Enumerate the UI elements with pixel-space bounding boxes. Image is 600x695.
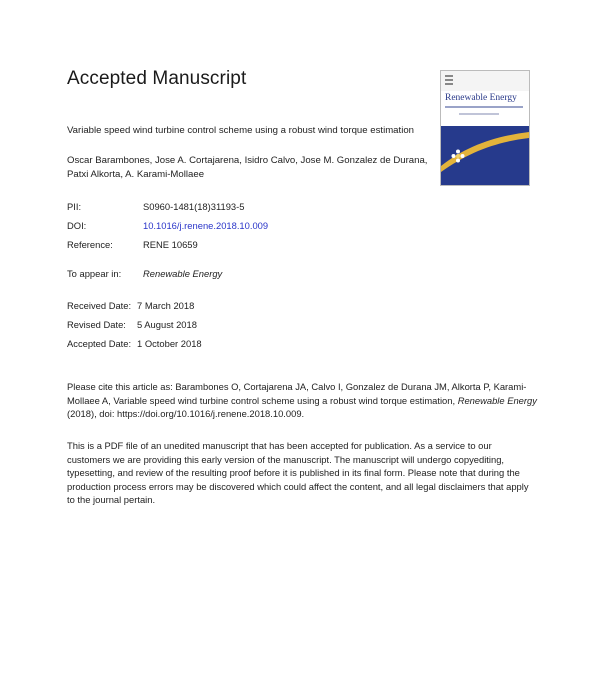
appear-in-label: To appear in:: [67, 268, 122, 279]
accepted-date-label: Accepted Date:: [67, 338, 132, 349]
reference-value: RENE 10659: [143, 239, 198, 250]
pii-row: [67, 201, 244, 212]
pii-label: PII:: [67, 201, 82, 212]
citation-prefix: Please cite this article as: Barambones O, Cortajarena JA, Calvo I, Gonzalez de Durana JM, Alkorta P, Karami-Mollaee A, Variable speed wind turbine control scheme using a robust wind torque estimation,: [67, 381, 527, 406]
doi-row: [67, 220, 268, 231]
received-date-row: [67, 300, 194, 311]
disclaimer-paragraph: This is a PDF file of an unedited manuscript that has been accepted for publication. As a service to our customers we are providing this early version of the manuscript. The manuscript will undergo copyediting, typesetting, and review of the resulting proof before it is published in its final form. Please note that during the production process errors may be discovered which could affect the content, and all legal disclaimers that apply to the journal pertain.: [67, 440, 529, 505]
received-date-value: 7 March 2018: [137, 300, 195, 311]
journal-name: Renewable Energy: [143, 268, 223, 279]
flower-icon: [451, 149, 465, 163]
journal-cover-thumbnail: [440, 70, 530, 186]
revised-date-label: Revised Date:: [67, 319, 126, 330]
accepted-date-value: 1 October 2018: [137, 338, 202, 349]
citation-paragraph: [67, 380, 537, 421]
cover-subtitle-line-2: [459, 113, 499, 115]
pii-value: S0960-1481(18)31193-5: [143, 201, 245, 212]
citation-journal: Renewable Energy: [457, 394, 537, 406]
doi-link[interactable]: 10.1016/j.renene.2018.10.009: [143, 220, 269, 231]
page-heading: Accepted Manuscript: [67, 68, 247, 89]
cover-header-strip: [441, 71, 529, 91]
accepted-date-row: [67, 338, 202, 349]
cover-subtitle-line: [445, 106, 523, 108]
citation-suffix: (2018), doi: https://doi.org/10.1016/j.renene.2018.10.009.: [67, 408, 305, 419]
appear-in-row: [67, 268, 222, 279]
publisher-logo-icon: [445, 75, 453, 85]
reference-row: [67, 239, 198, 250]
received-date-label: Received Date:: [67, 300, 132, 311]
author-list: Oscar Barambones, Jose A. Cortajarena, Isidro Calvo, Jose M. Gonzalez de Durana, Patxi Alkorta, A. Karami-Mollaee: [67, 155, 428, 180]
revised-date-value: 5 August 2018: [137, 319, 197, 330]
cover-journal-title: Renewable Energy: [445, 93, 517, 103]
reference-label: Reference:: [67, 239, 113, 250]
revised-date-row: [67, 319, 197, 330]
article-title: Variable speed wind turbine control scheme using a robust wind torque estimation: [67, 125, 414, 136]
doi-label: DOI:: [67, 220, 87, 231]
